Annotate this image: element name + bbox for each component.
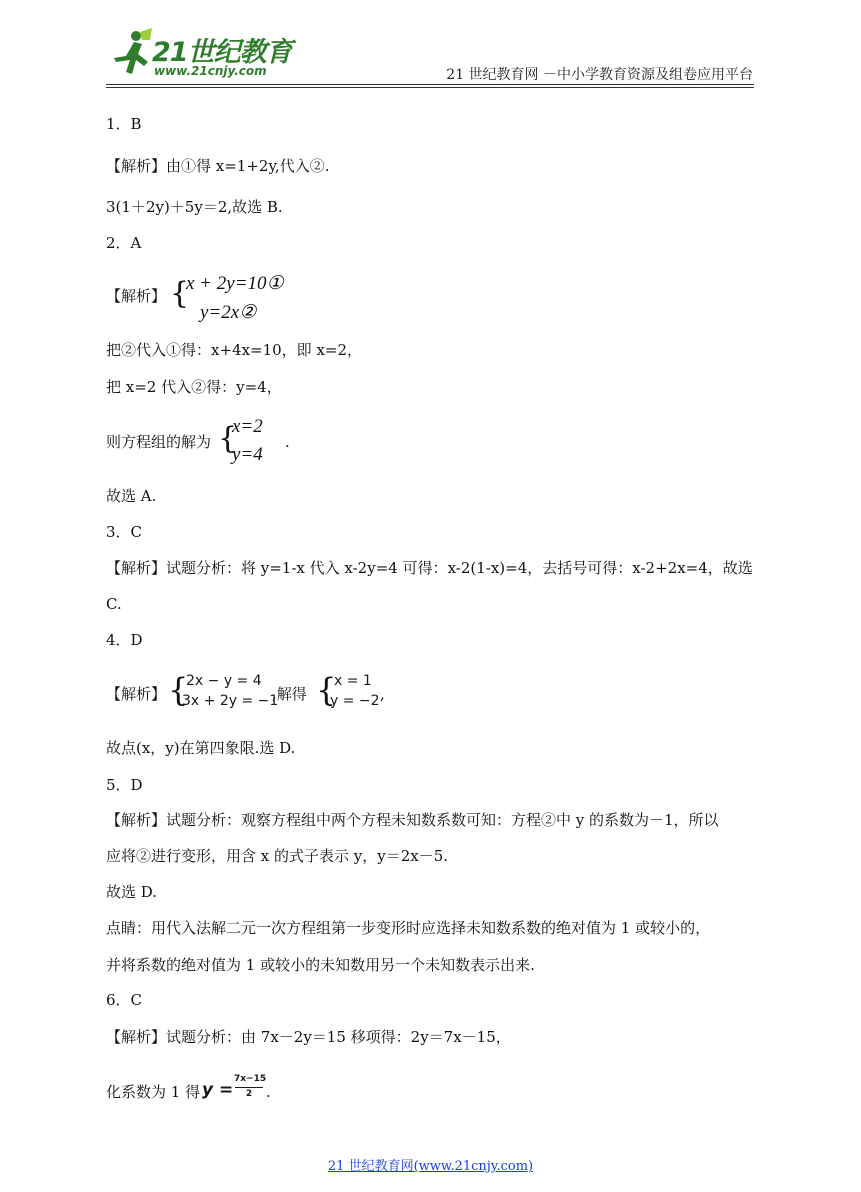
q6-line2-prefix: 化系数为 1 得: [106, 1083, 201, 1101]
q6-frac-num: 7x−15: [234, 1074, 267, 1084]
q6-frac-den: 2: [245, 1089, 253, 1099]
page-footer: [0, 1155, 861, 1174]
q4-sol1: x = 1: [334, 673, 372, 689]
q5-line2: 应将②进行变形，用含 x 的式子表示 y，y＝2x－5.: [106, 847, 449, 865]
q4-line1: 故点(x，y)在第四象限.选 D.: [106, 739, 296, 757]
q2-eq2: y=2x②: [200, 302, 257, 323]
q4-solution-brace: {: [316, 671, 337, 709]
q3-line2: C.: [106, 595, 122, 613]
q4-mid: ,解得: [272, 685, 307, 703]
runner-icon: [106, 28, 154, 78]
logo-url: www.21cnjy.com: [154, 64, 267, 78]
header-divider: [106, 84, 754, 85]
q6-frac-lhs: y =: [202, 1080, 234, 1100]
q4-label: 【解析】: [106, 685, 167, 703]
q6-line2-end: .: [266, 1083, 271, 1101]
q2-sol-prefix: 则方程组的解为: [106, 433, 212, 451]
page-header: [0, 0, 861, 90]
q5-line3: 故选 D.: [106, 883, 158, 901]
q2-sol1: x=2: [232, 416, 263, 437]
q4-system-brace: {: [168, 671, 189, 709]
q6-frac-bar: [235, 1087, 263, 1088]
header-site-text: 21 世纪教育网 －中小学教育资源及组卷应用平台: [446, 67, 753, 83]
q6-answer: 6．C: [106, 991, 143, 1009]
q1-line2: 3(1＋2y)＋5y＝2,故选 B.: [106, 198, 283, 216]
q2-solution-brace: {: [218, 421, 238, 456]
q2-answer: 2．A: [106, 234, 142, 252]
q5-line5: 并将系数的绝对值为 1 或较小的未知数用另一个未知数表示出来.: [106, 956, 535, 974]
q2-line3: 故选 A.: [106, 487, 157, 505]
q2-label: 【解析】: [106, 287, 167, 305]
q6-line1: 【解析】试题分析：由 7x－2y＝15 移项得：2y＝7x－15，: [106, 1028, 511, 1046]
q3-line1: 【解析】试题分析：将 y=1-x 代入 x-2y=4 可得：x-2(1-x)=4，去括号可得：x-2+2x=4，故选: [106, 559, 753, 577]
q5-line4: 点睛：用代入法解二元一次方程组第一步变形时应选择未知数系数的绝对值为 1 或较小的，: [106, 919, 711, 937]
site-logo: [106, 28, 316, 86]
q2-eq1: x + 2y=10①: [186, 273, 284, 294]
q2-system-brace: {: [170, 276, 190, 311]
q2-line1: 把②代入①得：x+4x=10，即 x=2，: [106, 341, 363, 359]
q5-line1: 【解析】试题分析：观察方程组中两个方程未知数系数可知：方程②中 y 的系数为－1，所以: [106, 811, 719, 829]
q2-line2: 把 x=2 代入②得：y=4，: [106, 378, 282, 396]
q4-eq2: 3x + 2y = −1: [182, 693, 279, 709]
q1-answer: 1．B: [106, 115, 142, 133]
q2-sol-suffix: .: [285, 433, 290, 451]
q4-eq1: 2x − y = 4: [186, 673, 262, 689]
logo-wordmark: 21世纪教育: [152, 37, 292, 68]
footer-link[interactable]: 21 世纪教育网(www.21cnjy.com): [327, 1159, 534, 1174]
q4-end: ,: [380, 685, 385, 703]
q4-sol2: y = −2: [330, 693, 380, 709]
q3-answer: 3．C: [106, 523, 143, 541]
q1-line1: 【解析】由①得 x=1+2y,代入②.: [106, 157, 330, 175]
q2-sol2: y=4: [232, 444, 263, 465]
q4-answer: 4．D: [106, 631, 143, 649]
q5-answer: 5．D: [106, 776, 143, 794]
header-divider-2: [106, 87, 754, 88]
